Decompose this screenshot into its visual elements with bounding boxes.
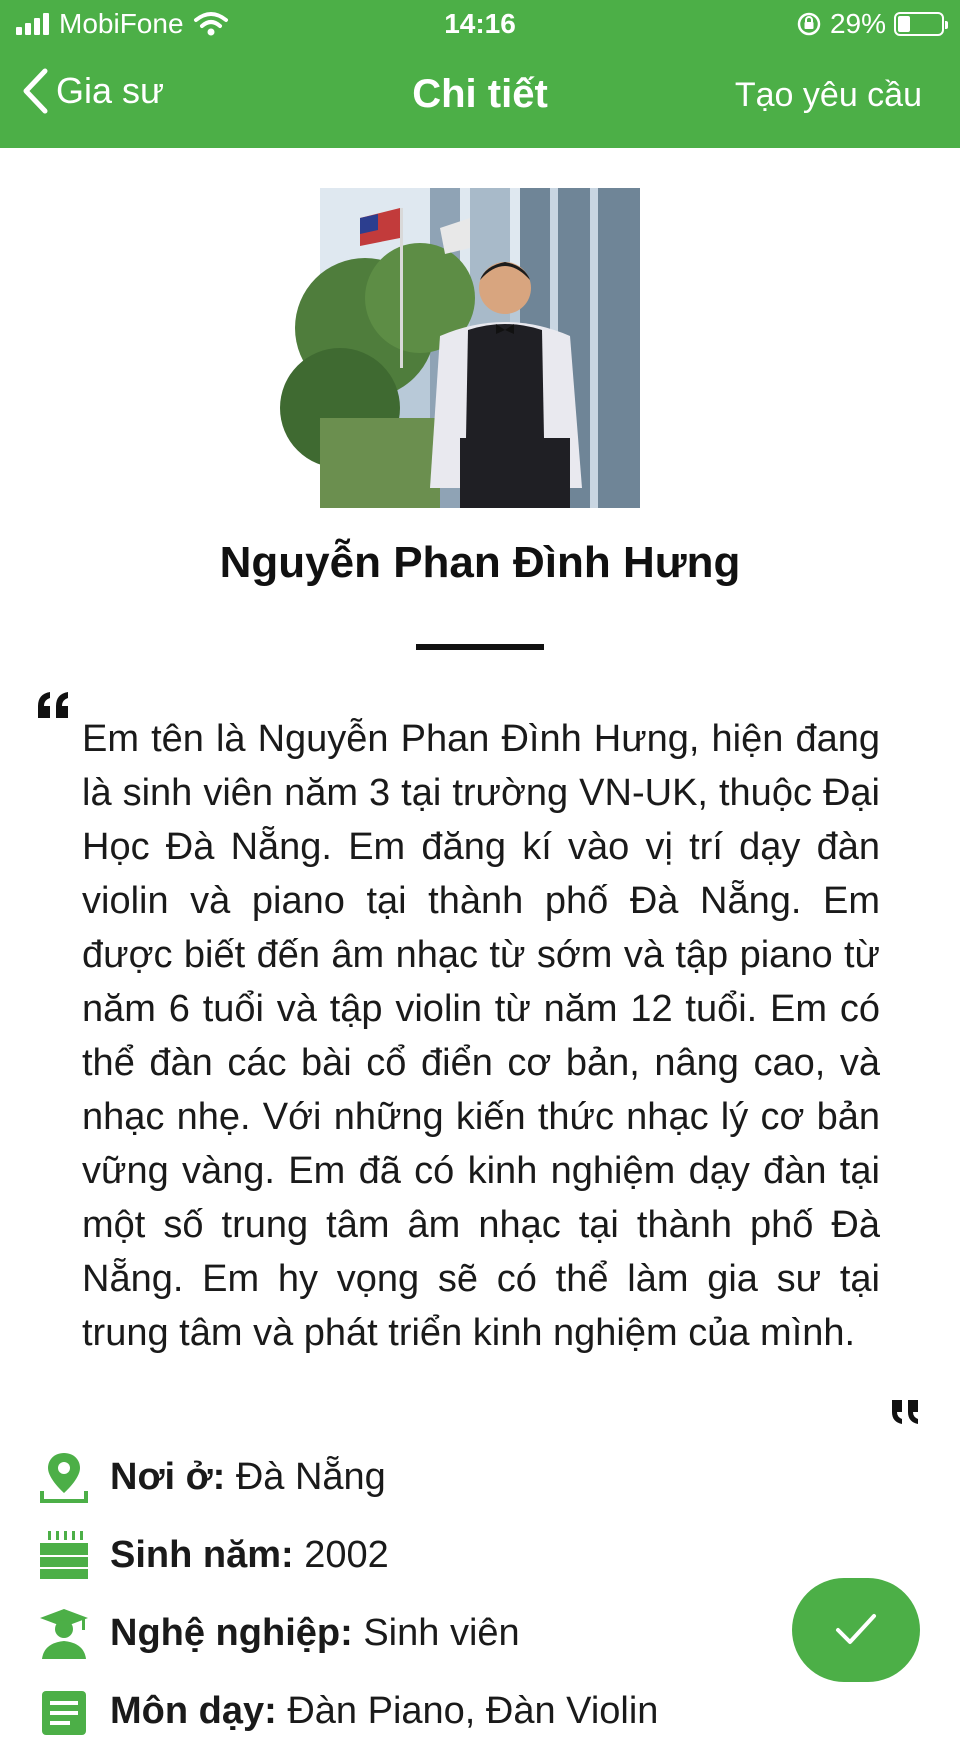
detail-row-location bbox=[36, 1438, 796, 1516]
quote-close-icon bbox=[890, 1398, 922, 1426]
back-button-label: Gia sư bbox=[56, 70, 165, 111]
detail-label: Sinh năm: bbox=[110, 1533, 294, 1576]
detail-value: Sinh viên bbox=[363, 1611, 520, 1654]
detail-text-location bbox=[110, 1456, 386, 1499]
create-request-button[interactable]: Tạo yêu cầu bbox=[734, 76, 922, 114]
avatar bbox=[320, 188, 640, 508]
quote-open-icon bbox=[36, 690, 72, 720]
detail-label: Nghệ nghiệp: bbox=[110, 1611, 353, 1654]
tutor-details bbox=[36, 1438, 796, 1750]
location-pin-icon bbox=[36, 1449, 92, 1505]
detail-text-subjects bbox=[110, 1690, 658, 1733]
detail-row-subjects bbox=[36, 1672, 796, 1750]
graduate-icon bbox=[36, 1605, 92, 1661]
detail-label: Môn dạy: bbox=[110, 1689, 277, 1732]
confirm-button[interactable] bbox=[792, 1578, 920, 1682]
avatar-photo bbox=[320, 188, 640, 508]
detail-value: Đà Nẵng bbox=[235, 1455, 386, 1498]
status-bar bbox=[0, 0, 960, 50]
orientation-lock-icon bbox=[796, 11, 822, 37]
status-time: 14:16 bbox=[444, 8, 516, 39]
detail-row-birth-year bbox=[36, 1516, 796, 1594]
name-divider bbox=[416, 644, 544, 650]
status-right bbox=[796, 8, 944, 40]
header-bar bbox=[0, 0, 960, 148]
list-icon bbox=[36, 1683, 92, 1739]
detail-text-birth-year bbox=[110, 1534, 389, 1577]
detail-text-occupation bbox=[110, 1612, 520, 1655]
birthday-cake-icon bbox=[36, 1527, 92, 1583]
navigation-bar bbox=[0, 60, 960, 140]
detail-label: Nơi ở: bbox=[110, 1455, 226, 1498]
battery-icon bbox=[894, 12, 944, 36]
page-title: Chi tiết bbox=[412, 72, 548, 116]
tutor-name: Nguyễn Phan Đình Hưng bbox=[219, 538, 741, 587]
battery-level bbox=[898, 16, 910, 32]
carrier-name: MobiFone bbox=[59, 8, 184, 39]
battery-percent: 29% bbox=[829, 8, 886, 39]
checkmark-icon bbox=[834, 1612, 878, 1648]
detail-row-occupation bbox=[36, 1594, 796, 1672]
detail-value: Đàn Piano, Đàn Violin bbox=[287, 1689, 659, 1732]
detail-value: 2002 bbox=[304, 1533, 389, 1576]
tutor-introduction: Em tên là Nguyễn Phan Đình Hưng, hiện đang là sinh viên năm 3 tại trường VN-UK, thuộc Đại Học Đà Nẵng. Em đăng kí vào vị trí dạy đàn violin và piano tại thành phố Đà Nẵng. Em được biết đến âm nhạc từ sớm và tập piano từ năm 6 tuổi và tập violin từ năm 12 tuổi. Em có thể đàn các bài cổ điển cơ bản, nâng cao, và nhạc nhẹ. Với những kiến thức nhạc lý cơ bản vững vàng. Em đã có kinh nghiệm dạy đàn tại một số trung tâm âm nhạc tại thành phố Đà Nẵng. Em hy vọng sẽ có thể làm gia sư tại trung tâm và phát triển kinh nghiệm của mình. bbox=[82, 718, 880, 1354]
